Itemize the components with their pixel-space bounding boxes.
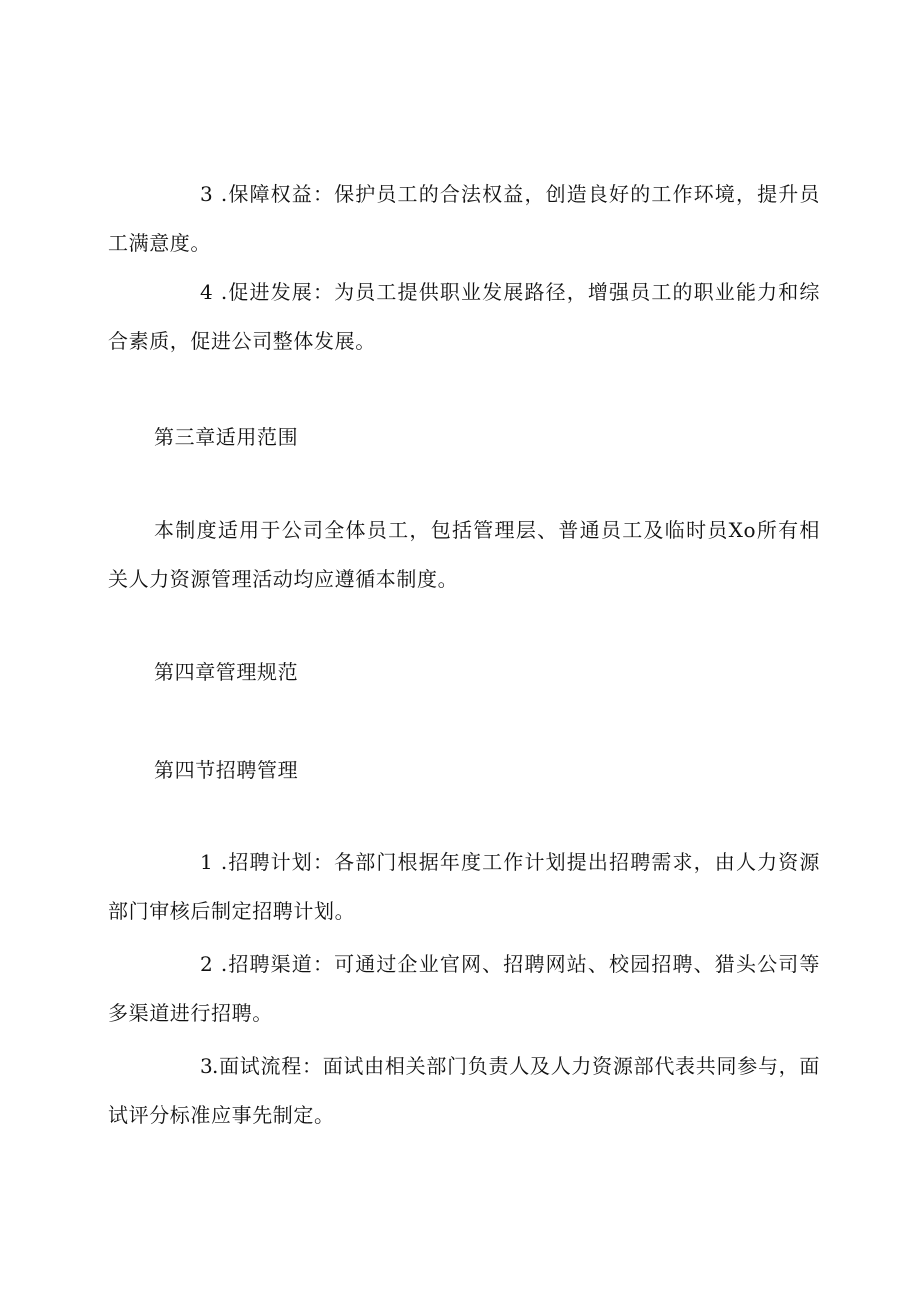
paragraph-text: .面试流程：面试由相关部门负责人及人力资源部代表共同参与，面试评分标准应事先制定。 — [108, 1054, 820, 1127]
chapter-4-heading: 第四章管理规范 — [154, 660, 299, 684]
paragraph-item-3-benefits — [108, 170, 820, 268]
paragraph-text: .促进发展：为员工提供职业发展路径，增强员工的职业能力和综合素质，促进公司整体发展。 — [108, 280, 820, 353]
section-4-heading: 第四节招聘管理 — [154, 758, 299, 782]
paragraph-text: .保障权益：保护员工的合法权益，创造良好的工作环境，提升员工满意度。 — [108, 182, 820, 255]
item-number: 4 — [200, 280, 214, 304]
item-number: 1 — [200, 850, 214, 874]
paragraph-recruit-channels — [108, 940, 820, 1038]
paragraph-interview-process — [108, 1042, 820, 1140]
chapter-3-heading: 第三章适用范围 — [154, 425, 299, 449]
item-number: 2 — [200, 952, 214, 976]
paragraph-text: .招聘渠道：可通过企业官网、招聘网站、校园招聘、猎头公司等多渠道进行招聘。 — [108, 952, 820, 1025]
paragraph-item-4-development — [108, 268, 820, 366]
paragraph-recruit-plan — [108, 838, 820, 936]
paragraph-text: .招聘计划：各部门根据年度工作计划提出招聘需求，由人力资源部门审核后制定招聘计划。 — [108, 850, 820, 923]
item-number: 3 — [200, 182, 214, 206]
scope-paragraph: 本制度适用于公司全体员工，包括管理层、普通员工及临时员Xo所有相关人力资源管理活动均应遵循本制度。 — [108, 518, 820, 591]
item-number: 3 — [200, 1054, 214, 1078]
